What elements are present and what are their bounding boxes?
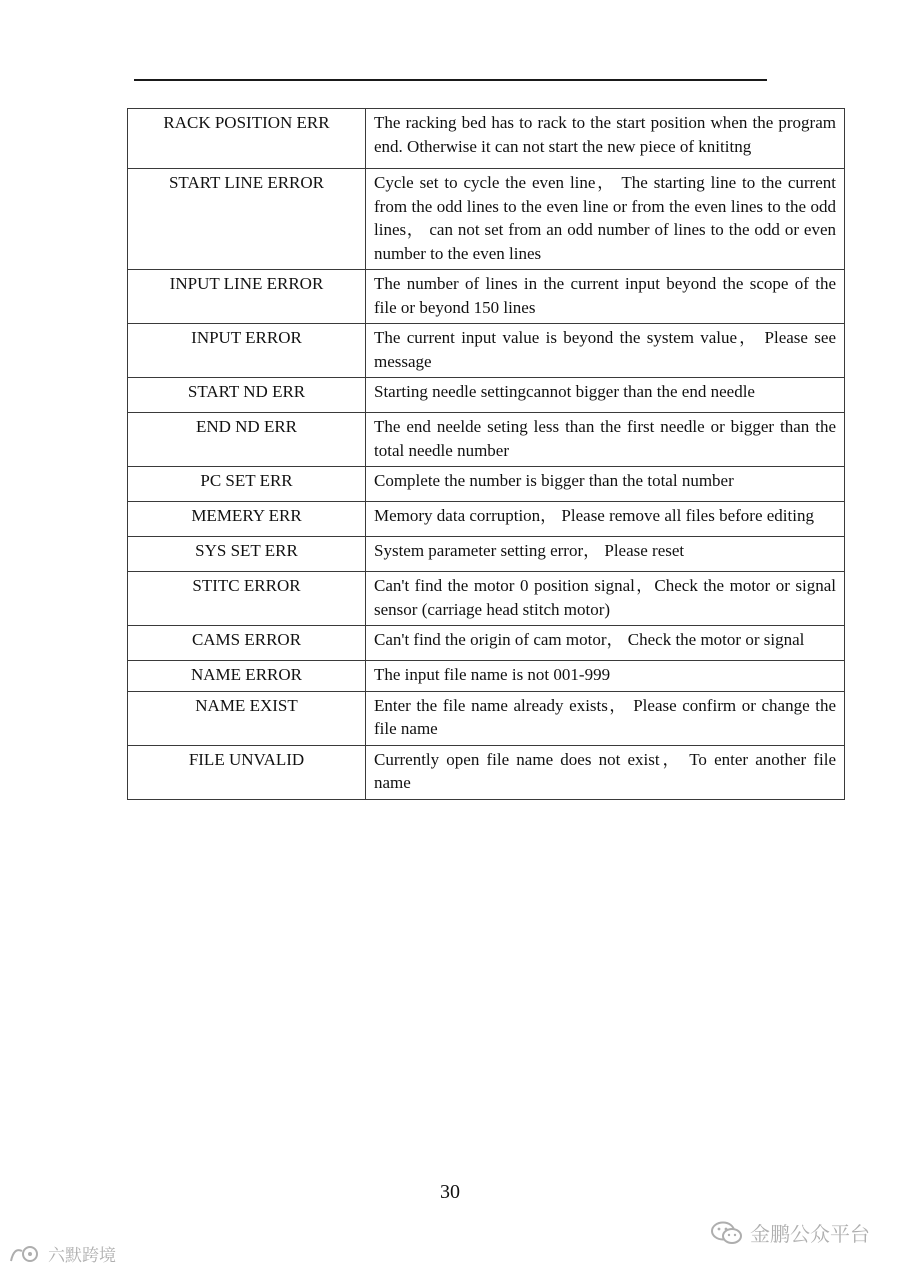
- table-row: [128, 502, 845, 537]
- error-description: Starting needle settingcannot bigger than the end needle: [366, 378, 845, 413]
- error-code: SYS SET ERR: [128, 537, 366, 572]
- wechat-icon: [710, 1220, 744, 1246]
- table-row: [128, 378, 845, 413]
- error-code: START ND ERR: [128, 378, 366, 413]
- watermark-right: [710, 1218, 870, 1247]
- table-row: [128, 467, 845, 502]
- error-description: Complete the number is bigger than the total number: [366, 467, 845, 502]
- error-description: Enter the file name already exists， Please confirm or change the file name: [366, 691, 845, 745]
- error-description: Currently open file name does not exist， To enter another file name: [366, 745, 845, 799]
- error-code: END ND ERR: [128, 413, 366, 467]
- error-description: The number of lines in the current input beyond the scope of the file or beyond 150 lines: [366, 270, 845, 324]
- watermark-left-text: 六默跨境: [48, 1246, 116, 1266]
- table-row: [128, 572, 845, 626]
- error-description: Can't find the motor 0 position signal，Check the motor or signal sensor (carriage head stitch motor): [366, 572, 845, 626]
- watermark-left: [8, 1241, 116, 1266]
- error-code: INPUT LINE ERROR: [128, 270, 366, 324]
- error-code: NAME EXIST: [128, 691, 366, 745]
- error-code: MEMERY ERR: [128, 502, 366, 537]
- table-row: [128, 661, 845, 692]
- table-row: [128, 537, 845, 572]
- error-description: Memory data corruption， Please remove all files before editing: [366, 502, 845, 537]
- header-rule: [134, 79, 767, 81]
- table-row: [128, 169, 845, 270]
- error-code: STITC ERROR: [128, 572, 366, 626]
- error-description: The current input value is beyond the system value， Please see message: [366, 324, 845, 378]
- error-code: START LINE ERROR: [128, 169, 366, 270]
- watermark-right-text: 金鹏公众平台: [750, 1222, 870, 1246]
- error-code: PC SET ERR: [128, 467, 366, 502]
- error-description: Cycle set to cycle the even line， The starting line to the current from the odd lines to the even line or from the even lines to the odd lines， can not set from an odd number of lines to the odd or even number to the even lines: [366, 169, 845, 270]
- table-row: [128, 109, 845, 169]
- table-row: [128, 626, 845, 661]
- error-code-table: [127, 108, 845, 800]
- table-row: [128, 270, 845, 324]
- table-row: [128, 324, 845, 378]
- error-code: CAMS ERROR: [128, 626, 366, 661]
- error-description: The input file name is not 001-999: [366, 661, 845, 692]
- error-description: The racking bed has to rack to the start position when the program end. Otherwise it can not start the new piece of knititng: [366, 109, 845, 169]
- error-description: System parameter setting error， Please reset: [366, 537, 845, 572]
- error-code: RACK POSITION ERR: [128, 109, 366, 169]
- table-row: [128, 691, 845, 745]
- page-number: 30: [440, 1181, 460, 1203]
- error-code: NAME ERROR: [128, 661, 366, 692]
- table-row: [128, 413, 845, 467]
- table-row: [128, 745, 845, 799]
- error-code: INPUT ERROR: [128, 324, 366, 378]
- error-description: Can't find the origin of cam motor， Check the motor or signal: [366, 626, 845, 661]
- brand-logo-icon: [8, 1243, 42, 1265]
- error-code: FILE UNVALID: [128, 745, 366, 799]
- error-description: The end neelde seting less than the first needle or bigger than the total needle number: [366, 413, 845, 467]
